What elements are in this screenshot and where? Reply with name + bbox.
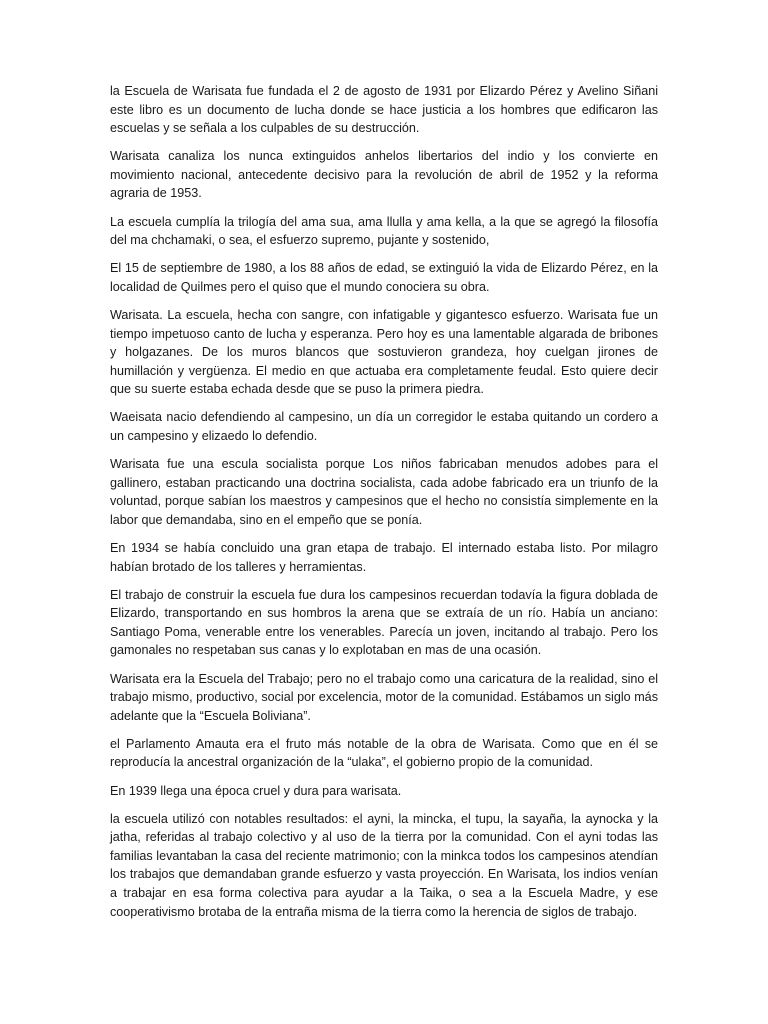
paragraph-4: El 15 de septiembre de 1980, a los 88 años de edad, se extinguió la vida de Elizardo Pérez, en la localidad de Quilmes pero el quiso que el mundo conociera su obra. — [110, 261, 658, 294]
paragraph-8: En 1934 se había concluido una gran etapa de trabajo. El internado estaba listo. Por milagro habían brotado de los talleres y herramientas. — [110, 540, 658, 574]
paragraph-9: El trabajo de construir la escuela fue dura los campesinos recuerdan todavía la figura doblada de Elizardo, transportando en sus hombros la arena que se extraía de un río. Había un anciano: Santiago Poma, venerable entre los venerables. Parecía un joven, incitando al trabajo. Pero los gamonales no respetaban sus canas y lo explotaban en mas de una ocasión. — [110, 587, 658, 658]
paragraph-10: Warisata era la Escuela del Trabajo; pero no el trabajo como una caricatura de la realidad, sino el trabajo mismo, productivo, social por excelencia, motor de la comunidad. Estábamos un siglo más adelante que la “Escuela Boliviana”. — [110, 671, 658, 723]
paragraph-13: la escuela utilizó con notables resultados: el ayni, la mincka, el tupu, la sayaña, la aynocka y la jatha, referidas al trabajo colectivo y al uso de la tierra por la comunidad. Con el ayni todas las familias levantaban la casa del reciente matrimonio; con la minkca todos los campesinos atendían los trabajos que demandaban grande esfuerzo y vasta proyección. En Warisata, los indios venían a trabajar en esa forma colectiva para ayudar a la Taika, o sea a la Escuela Madre, y ese cooperativismo brotaba de la entraña misma de la tierra como la herencia de siglos de trabajo. — [110, 811, 658, 919]
paragraph-2: Warisata canaliza los nunca extinguidos anhelos libertarios del indio y los convierte en movimiento nacional, antecedente decisivo para la revolución de abril de 1952 y la reforma agraria de 1953. — [110, 149, 658, 201]
paragraph-6: Waeisata nacio defendiendo al campesino, un día un corregidor le estaba quitando un cordero a un campesino y elizaedo lo defendio. — [110, 410, 658, 443]
document-page — [110, 82, 658, 931]
paragraph-5: Warisata. La escuela, hecha con sangre, con infatigable y gigantesco esfuerzo. Warisata fue un tiempo impetuoso canto de lucha y esperanza. Pero hoy es una lamentable algarada de bribones y holgazanes. De los muros blancos que sostuvieron grandeza, hoy cuelgan jirones de humillación y vergüenza. El medio en que actuaba era completamente feudal. Esto quiere decir que su suerte estaba echada desde que se puso la primera piedra. — [110, 307, 658, 397]
paragraph-7: Warisata fue una escula socialista porque Los niños fabricaban menudos adobes para el gallinero, estaban practicando una doctrina socialista, cada adobe fabricado era un triunfo de la voluntad, porque sabían los maestros y campesinos que el hecho no consistía simplemente en la labor que demandaba, sino en el empeño que se ponía. — [110, 457, 658, 527]
paragraph-3: La escuela cumplía la trilogía del ama sua, ama llulla y ama kella, a la que se agregó la filosofía del ma chchamaki, o sea, el esfuerzo supremo, pujante y sostenido, — [110, 214, 658, 248]
paragraph-1: la Escuela de Warisata fue fundada el 2 de agosto de 1931 por Elizardo Pérez y Avelino Siñani este libro es un documento de lucha donde se hace justicia a los hombres que edificaron las escuelas y se señala a los culpables de su destrucción. — [110, 84, 658, 136]
paragraph-11: el Parlamento Amauta era el fruto más notable de la obra de Warisata. Como que en él se reproducía la ancestral organización de la “ulaka”, el gobierno propio de la comunidad. — [110, 736, 658, 770]
paragraph-12: En 1939 llega una época cruel y dura para warisata. — [110, 783, 402, 798]
